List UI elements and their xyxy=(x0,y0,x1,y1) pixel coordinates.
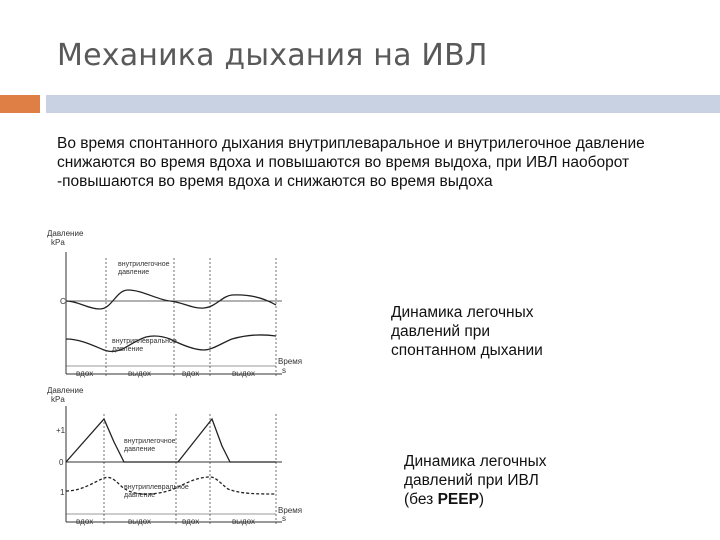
fig1-bottom-curve-label: давление xyxy=(112,346,144,353)
fig2-top-curve-label: давление xyxy=(124,446,156,453)
fig1-caption-line: спонтанном дыхании xyxy=(391,342,543,359)
fig1-phase-label: выдох xyxy=(232,369,256,378)
fig1-phase-label: выдох xyxy=(128,369,152,378)
fig1-intrapulmonary-curve xyxy=(66,290,276,309)
fig2-ylabel: Давление xyxy=(47,386,84,395)
fig2-ylabel-unit: kPa xyxy=(51,395,65,404)
fig2-tick-zero: 0 xyxy=(59,458,64,467)
fig1-ylabel: Давление xyxy=(47,229,84,238)
fig1-caption-line: давлений при xyxy=(391,323,491,340)
fig2-caption-line: Динамика легочных xyxy=(404,453,547,470)
fig1-xlabel: Время xyxy=(278,357,303,366)
fig2-caption-line xyxy=(404,490,604,509)
fig2-caption xyxy=(404,452,604,509)
fig2-caption-peep: PEEP xyxy=(437,491,479,508)
fig1-caption xyxy=(391,303,591,360)
fig2-phase-label: вдох xyxy=(76,517,94,526)
fig2-top-curve-label: внутрилегочное xyxy=(124,438,176,445)
fig2-caption-line: давлений при ИВЛ xyxy=(404,472,539,489)
fig2-phase-label: выдох xyxy=(232,517,256,526)
fig1-ylabel-unit: kPa xyxy=(51,238,65,247)
fig1-phase-label: вдох xyxy=(182,369,200,378)
fig2-xlabel-unit: s xyxy=(282,514,286,523)
figure-spontaneous xyxy=(47,229,302,378)
fig2-xlabel: Время xyxy=(278,506,303,515)
fig1-xlabel-unit: s xyxy=(282,366,286,375)
fig1-caption-line: Динамика легочных xyxy=(391,304,534,321)
fig2-caption-prefix: (без xyxy=(404,491,438,508)
figure-ventilation xyxy=(47,386,302,526)
fig1-zero-label: С xyxy=(60,297,66,306)
fig2-tick-plus1: +1 xyxy=(56,426,66,435)
fig2-bottom-curve-label: давление xyxy=(124,492,156,499)
fig2-bottom-curve-label: внутриплевральное xyxy=(124,484,189,491)
fig1-top-curve-label: давление xyxy=(118,269,150,276)
fig1-top-curve-label: внутрилегочное xyxy=(118,261,170,268)
fig2-tick-minus1: 1 xyxy=(60,488,65,497)
slide-title: Механика дыхания на ИВЛ xyxy=(57,38,488,73)
slide-body-text: Во время спонтанного дыхания внутриплеваральное и внутрилегочное давление снижаются во время вдоха и повышаются во время выдоха, при ИВЛ наоборот -повышаются во время вдоха и снижаются во время выдоха xyxy=(57,135,645,190)
fig2-caption-suffix: ) xyxy=(478,491,485,508)
fig1-phase-label: вдох xyxy=(76,369,94,378)
fig2-phase-label: вдох xyxy=(182,517,200,526)
fig1-bottom-curve-label: внутриплевральное xyxy=(112,338,177,345)
fig2-phase-label: выдох xyxy=(128,517,152,526)
